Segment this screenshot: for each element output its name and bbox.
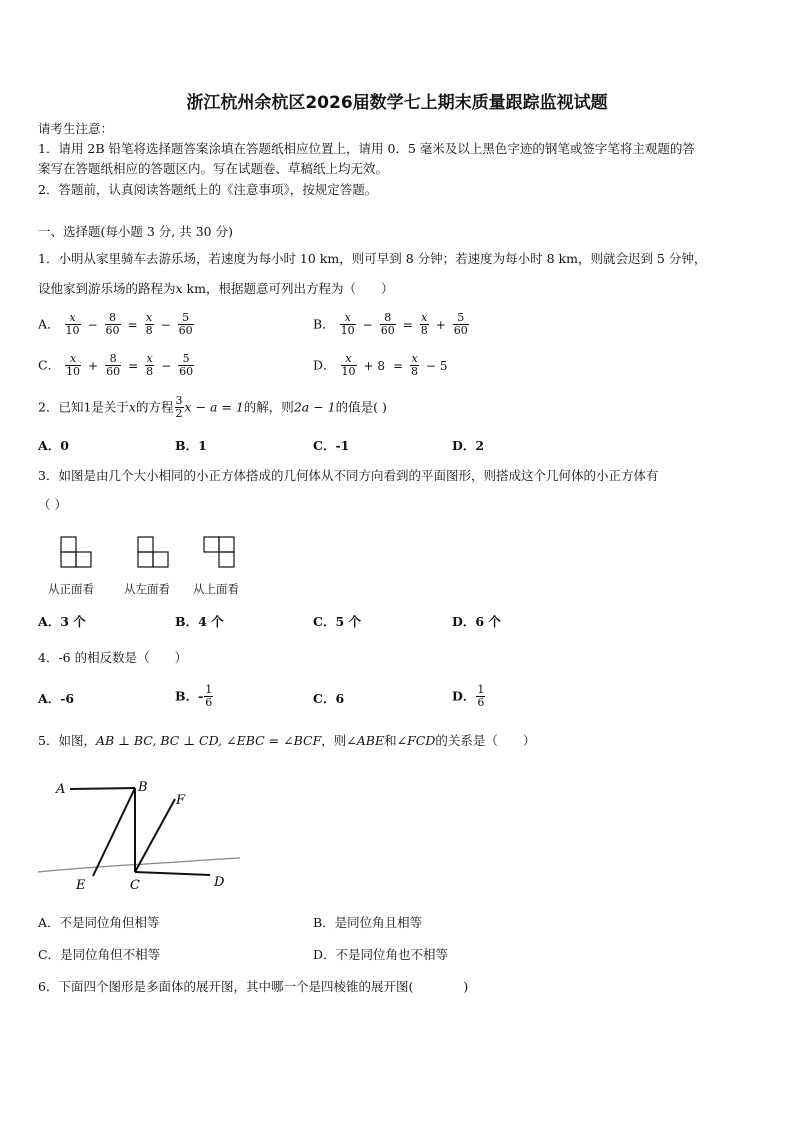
page-title: 浙江杭州余杭区2026届数学七上期末质量跟踪监视试题 — [186, 93, 608, 113]
q3-option-a[interactable]: A．3 个 — [38, 614, 86, 629]
q5-option-b[interactable]: B．是同位角且相等 — [313, 915, 423, 930]
label-e: E — [76, 878, 86, 893]
q3-stem-line-1: 3．如图是由几个大小相同的小正方体搭成的几何体从不同方向看到的平面图形，则搭成这个几何体的小正方体有 — [38, 468, 659, 483]
q2-option-d[interactable]: D．2 — [452, 438, 485, 453]
segment-cd — [135, 872, 210, 875]
front-view — [61, 537, 91, 567]
q3-stem-line-2: （ ） — [38, 497, 67, 512]
q3-views-figure — [58, 534, 248, 574]
q3-option-d[interactable]: D．6 个 — [452, 614, 501, 629]
q4-option-b[interactable]: B．- $\frac{1}{6}$ — [175, 683, 213, 709]
segment-be — [93, 788, 135, 876]
q1-option-a[interactable]: A． $\frac{x}{10}$ − $\frac{8}{60}$ = $\frac{x}{8}$ − $\frac{5}{60}$ — [38, 311, 193, 337]
notice-item-1-line-1: 1．请用 2B 铅笔将选择题答案涂填在答题纸相应位置上，请用 0．5 毫米及以上黑色字迹的钢笔或签字笔将主观题的答 — [38, 141, 695, 156]
label-d: D — [214, 875, 225, 890]
notice-item-2: 2．答题前，认真阅读答题纸上的《注意事项》，按规定答题。 — [38, 182, 378, 197]
q2-option-a[interactable]: A．0 — [38, 438, 69, 453]
caption-front-view: 从正面看 — [48, 582, 94, 596]
q2-option-c[interactable]: C．-1 — [313, 438, 350, 453]
segment-cf — [135, 799, 175, 872]
segment-ab — [70, 788, 135, 789]
q6-stem: 6．下面四个图形是多面体的展开图，其中哪一个是四棱锥的展开图( ) — [38, 979, 469, 994]
left-view — [138, 537, 168, 567]
label-c: C — [130, 878, 140, 893]
notice-heading: 请考生注意： — [38, 121, 114, 136]
q1-option-d[interactable]: D． $\frac{x}{10}$ + 8 = $\frac{x}{8}$ − 5 — [313, 352, 448, 378]
label-b: B — [138, 780, 148, 795]
top-view — [204, 537, 234, 567]
caption-top-view: 从上面看 — [193, 582, 239, 596]
q1-option-b[interactable]: B． $\frac{x}{10}$ − $\frac{8}{60}$ = $\frac{x}{8}$ + $\frac{5}{60}$ — [313, 311, 468, 337]
q5-stem: 5．如图，AB ⊥ BC, BC ⊥ CD, ∠EBC = ∠BCF，则∠ABE和∠FCD的关系是（ ） — [38, 733, 536, 748]
q3-option-c[interactable]: C．5 个 — [313, 614, 361, 629]
q4-option-c[interactable]: C．6 — [313, 691, 345, 706]
q5-option-c[interactable]: C．是同位角但不相等 — [38, 947, 161, 962]
caption-left-view: 从左面看 — [124, 582, 170, 596]
label-f: F — [176, 793, 186, 808]
section-heading: 一、选择题(每小题 3 分, 共 30 分) — [38, 224, 233, 239]
q1-option-c[interactable]: C． $\frac{x}{10}$ + $\frac{8}{60}$ = $\frac{x}{8}$ − $\frac{5}{60}$ — [38, 352, 194, 378]
notice-item-1-line-2: 案写在答题纸相应的答题区内。写在试题卷、草稿纸上均无效。 — [38, 161, 389, 176]
q1-stem-line-1: 1．小明从家里骑车去游乐场，若速度为每小时 10 km，则可早到 8 分钟；若速度为每小时 8 km，则就会迟到 5 分钟， — [38, 251, 707, 266]
q2-stem: 2．已知1是关于x的方程 $\frac{3}{2}$ x − a = 1的解，则2a − 1的值是( ) — [38, 394, 387, 420]
q4-option-d[interactable]: D． $\frac{1}{6}$ — [452, 683, 485, 709]
q2-option-b[interactable]: B．1 — [175, 438, 207, 453]
q5-option-d[interactable]: D．不是同位角也不相等 — [313, 947, 449, 962]
q5-geometry-figure — [36, 772, 242, 896]
q1-stem-line-2: 设他家到游乐场的路程为x km，根据题意可列出方程为（ ） — [38, 281, 394, 296]
q3-option-b[interactable]: B．4 个 — [175, 614, 224, 629]
label-a: A — [56, 782, 66, 797]
q5-option-a[interactable]: A．不是同位角但相等 — [38, 915, 160, 930]
q4-option-a[interactable]: A．-6 — [38, 691, 75, 706]
q4-stem: 4．-6 的相反数是（ ） — [38, 650, 188, 665]
